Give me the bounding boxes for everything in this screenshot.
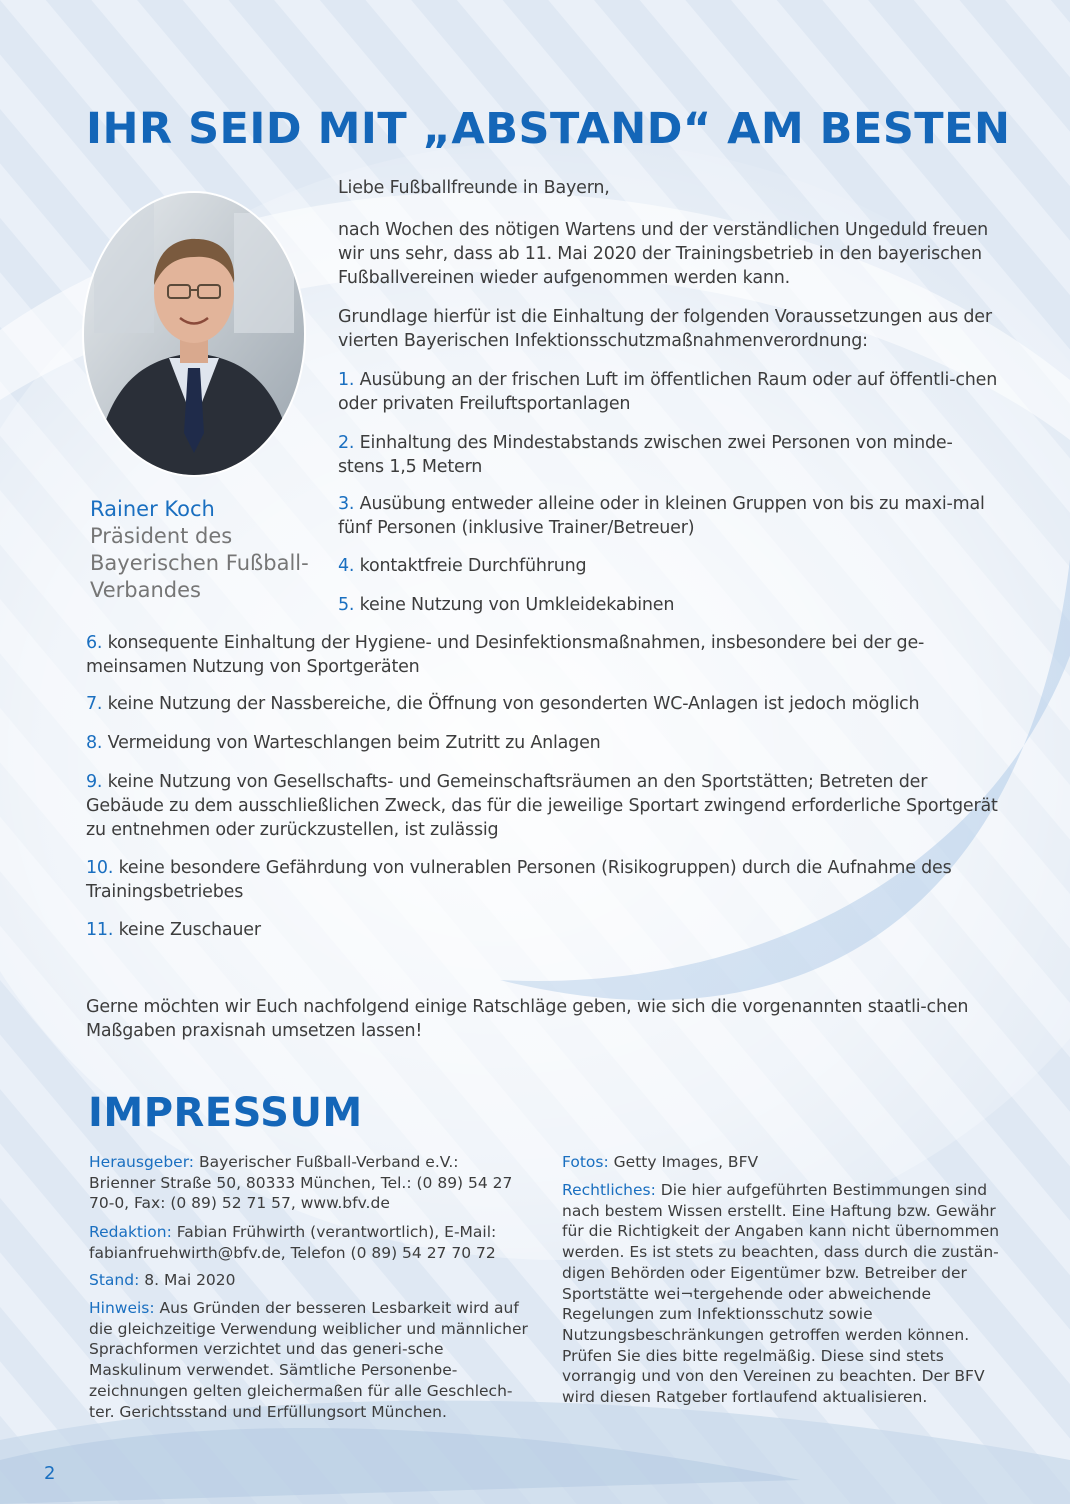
list-item-number: 2. (338, 433, 355, 453)
letter-closing: Gerne möchten wir Euch nachfolgend einige Ratschläge geben, wie sich die vorgenannten staatli-chen Maßgaben praxisnah umsetzen lassen! (86, 997, 969, 1041)
impressum-text: 8. Mai 2020 (144, 1271, 236, 1289)
author-role-line: Präsident des (90, 524, 233, 548)
list-item (86, 918, 1006, 942)
author-name: Rainer Koch (90, 497, 215, 521)
list-item-number: 8. (86, 733, 103, 753)
list-item (338, 492, 998, 540)
list-item-text: Einhaltung des Mindestabstands zwischen zwei Personen von minde-stens 1,5 Metern (338, 433, 953, 477)
list-item (86, 856, 1006, 904)
author-role-line: Bayerischen Fußball- (90, 551, 309, 575)
impressum-text: Die hier aufgeführten Bestimmungen sind nach bestem Wissen erstellt. Eine Haftung bzw. Gewähr für die Richtigkeit der Angaben kann nicht übernommen werden. Es ist stets zu beachten, dass durch die zustän-digen Behörden oder Eigentümer bzw. Betreiber der Sportstätte wei¬tergehende oder abweichende Regelungen zum Infektionsschutz sowie Nutzungsbeschränkungen getroffen werden können. Prüfen Sie dies bitte regelmäßig. Diese sind stets vorrangig und von den Vereinen zu beachten. Der BFV wird diesen Ratgeber fortlaufend aktualisieren. (562, 1181, 1000, 1407)
letter-intro: nach Wochen des nötigen Wartens und der verständlichen Ungeduld freuen wir uns sehr, dass ab 11. Mai 2020 der Trainingsbetrieb in den bayerischen Fußballvereinen wieder aufgenommen werden kann. (338, 220, 989, 288)
impressum-label: Hinweis: (89, 1299, 155, 1317)
list-item (86, 692, 1006, 716)
impressum-label: Fotos: (562, 1153, 609, 1171)
list-item-number: 10. (86, 858, 114, 878)
impressum-hinweis (89, 1298, 529, 1422)
list-item-number: 9. (86, 772, 103, 792)
impressum-label: Stand: (89, 1271, 140, 1289)
list-item-number: 5. (338, 595, 355, 615)
impressum-fotos (562, 1152, 1002, 1173)
list-item (86, 770, 1006, 842)
list-item (338, 593, 998, 617)
impressum-redaktion (89, 1222, 529, 1263)
list-item-text: keine besondere Gefährdung von vulnerablen Personen (Risikogruppen) durch die Aufnahme des Trainingsbetriebes (86, 858, 952, 902)
impressum-text: Aus Gründen der besseren Lesbarkeit wird auf die gleichzeitige Verwendung weiblicher und männlicher Sprachformen verzichtet und das generi-sche Maskulinum verwendet. Sämtliche Personenbe-zeichnungen gelten gleichermaßen für alle Geschlech-ter. Gerichtsstand und Erfüllungsort München. (89, 1299, 528, 1421)
letter-basis: Grundlage hierfür ist die Einhaltung der folgenden Voraussetzungen aus der vierten Bayerischen Infektionsschutzmaßnahmenverordnung: (338, 307, 992, 351)
letter-greeting: Liebe Fußballfreunde in Bayern, (338, 178, 610, 198)
page-title: IHR SEID MIT „ABSTAND“ AM BESTEN (86, 104, 1011, 154)
author-portrait (84, 193, 304, 475)
list-item-number: 6. (86, 633, 103, 653)
impressum-text: Getty Images, BFV (613, 1153, 759, 1171)
list-item-text: Ausübung entweder alleine oder in kleinen Gruppen von bis zu maxi-mal fünf Personen (inklusive Trainer/Betreuer) (338, 494, 985, 538)
list-item (338, 554, 998, 578)
impressum-rechtliches (562, 1180, 1002, 1408)
impressum-herausgeber (89, 1152, 529, 1214)
list-item (86, 631, 1006, 679)
list-item-number: 1. (338, 370, 355, 390)
list-item-text: keine Nutzung der Nassbereiche, die Öffnung von gesonderten WC-Anlagen ist jedoch möglich (107, 694, 920, 714)
list-item-text: kontaktfreie Durchführung (359, 556, 587, 576)
impressum-stand (89, 1270, 529, 1291)
list-item-text: keine Nutzung von Gesellschafts- und Gemeinschaftsräumen an den Sportstätten; Betreten der Gebäude zu dem ausschließlichen Zweck, das für die jeweilige Sportart zwingend erforderliche Sportgerät zu entnehmen oder zurückzustellen, ist zulässig (86, 772, 998, 840)
list-item-text: konsequente Einhaltung der Hygiene- und Desinfektionsmaßnahmen, insbesondere bei der ge-meinsamen Nutzung von Sportgeräten (86, 633, 925, 677)
impressum-heading: IMPRESSUM (88, 1090, 363, 1136)
impressum-label: Redaktion: (89, 1223, 172, 1241)
list-item-number: 3. (338, 494, 355, 514)
impressum-label: Rechtliches: (562, 1181, 656, 1199)
list-item-number: 7. (86, 694, 103, 714)
list-item (338, 368, 998, 416)
list-item (86, 731, 1006, 755)
list-item-text: keine Nutzung von Umkleidekabinen (359, 595, 675, 615)
list-item-text: Vermeidung von Warteschlangen beim Zutritt zu Anlagen (107, 733, 601, 753)
list-item-number: 4. (338, 556, 355, 576)
author-role-line: Verbandes (90, 578, 201, 602)
impressum-label: Herausgeber: (89, 1153, 195, 1171)
list-item-text: Ausübung an der frischen Luft im öffentlichen Raum oder auf öffentli-chen oder privaten Freiluftsportanlagen (338, 370, 998, 414)
list-item-number: 11. (86, 920, 114, 940)
impressum-text: Fabian Frühwirth (verantwortlich), E-Mail: fabianfruehwirth@bfv.de, Telefon (0 89) 54 27 70 72 (89, 1223, 497, 1262)
impressum-text: Bayerischer Fußball-Verband e.V.: Brienner Straße 50, 80333 München, Tel.: (0 89) 54 27 70-0, Fax: (0 89) 52 71 57, www.bfv.de (89, 1153, 513, 1213)
list-item-text: keine Zuschauer (118, 920, 261, 940)
author-caption (90, 496, 330, 604)
list-item (338, 431, 998, 479)
page-number: 2 (44, 1463, 56, 1484)
